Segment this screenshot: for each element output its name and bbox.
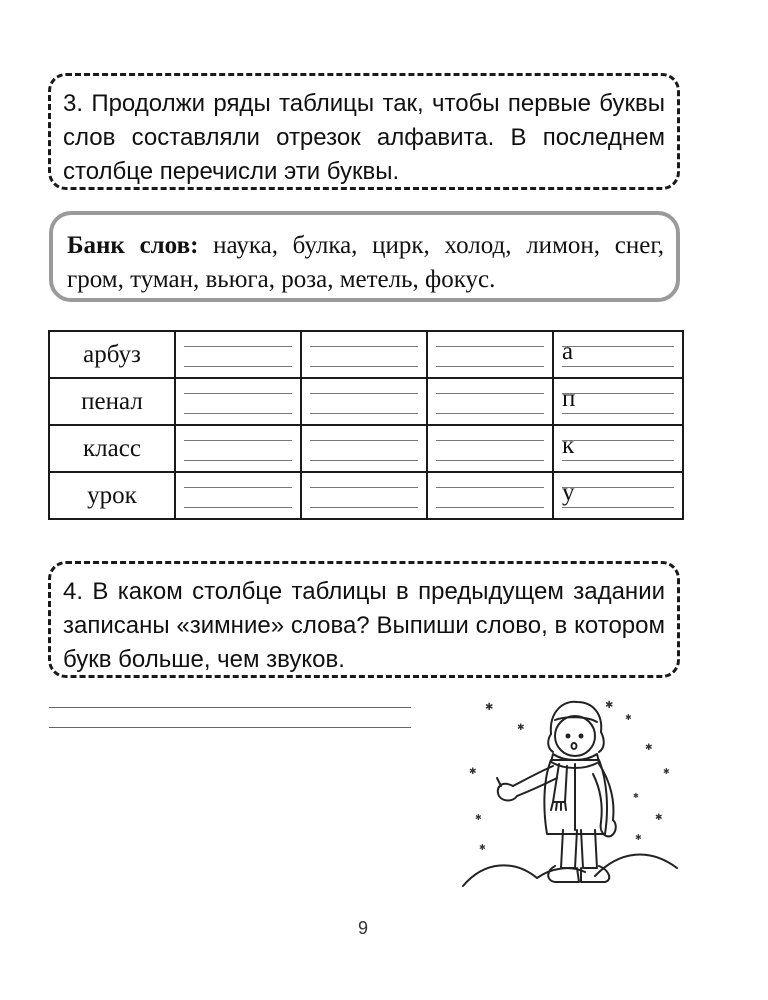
svg-text:✱: ✱: [485, 702, 494, 713]
blank-cell[interactable]: [301, 378, 427, 425]
word-bank-box: [49, 211, 680, 302]
task-3-text: 3. Продолжи ряды таблицы так, чтобы первые буквы слов составляли отрезок алфавита. В последнем столбце перечисли эти буквы.: [63, 90, 665, 185]
task-3-box: [48, 73, 680, 190]
blank-cell[interactable]: [427, 472, 553, 519]
answer-line[interactable]: [49, 707, 411, 708]
table-row: [49, 472, 683, 519]
task-4-text: 4. В каком столбце таблицы в предыдущем задании записаны «зимние» слова? Выпиши слово, в котором букв больше, чем звуков.: [63, 578, 665, 673]
letters-cell[interactable]: [553, 472, 683, 519]
blank-cell[interactable]: [301, 331, 427, 378]
page-number: 9: [357, 918, 368, 938]
svg-text:✱: ✱: [475, 813, 482, 822]
table-word-cell: арбуз: [49, 331, 175, 378]
blank-cell[interactable]: [427, 425, 553, 472]
row-letter: п: [562, 385, 576, 412]
table-row: [49, 331, 683, 378]
alphabet-table: [48, 330, 684, 520]
svg-text:✱: ✱: [517, 723, 525, 733]
blank-cell[interactable]: [301, 472, 427, 519]
table-row: [49, 425, 683, 472]
svg-text:✱: ✱: [625, 713, 632, 722]
child-in-winter-coat-icon: [455, 690, 685, 900]
blank-cell[interactable]: [175, 425, 301, 472]
blank-cell[interactable]: [427, 331, 553, 378]
letters-cell[interactable]: [553, 378, 683, 425]
word-bank-text: [67, 229, 664, 297]
blank-cell[interactable]: [427, 378, 553, 425]
blank-cell[interactable]: [301, 425, 427, 472]
svg-text:✱: ✱: [663, 767, 670, 776]
letters-cell[interactable]: [553, 331, 683, 378]
svg-text:✱: ✱: [633, 792, 639, 800]
word-bank-label: Банк слов:: [67, 232, 199, 259]
blank-cell[interactable]: [175, 472, 301, 519]
table-word-cell: урок: [49, 472, 175, 519]
row-letter: у: [562, 479, 575, 506]
answer-line[interactable]: [49, 727, 411, 728]
table-word-cell: класс: [49, 425, 175, 472]
row-letter: а: [562, 338, 574, 365]
svg-text:✱: ✱: [605, 700, 614, 711]
svg-text:✱: ✱: [469, 767, 477, 777]
svg-text:✱: ✱: [645, 743, 653, 753]
word-bank-words: наука, булка, цирк, холод, лимон, снег, гром, туман, вьюга, роза, метель, фокус.: [67, 232, 664, 293]
table-row: [49, 378, 683, 425]
svg-text:✱: ✱: [655, 813, 663, 823]
svg-text:✱: ✱: [635, 833, 642, 842]
blank-cell[interactable]: [175, 378, 301, 425]
letters-cell[interactable]: [553, 425, 683, 472]
row-letter: к: [562, 432, 575, 459]
blank-cell[interactable]: [175, 331, 301, 378]
table-word-cell: пенал: [49, 378, 175, 425]
svg-text:✱: ✱: [479, 843, 486, 852]
task-4-box: [48, 561, 680, 678]
